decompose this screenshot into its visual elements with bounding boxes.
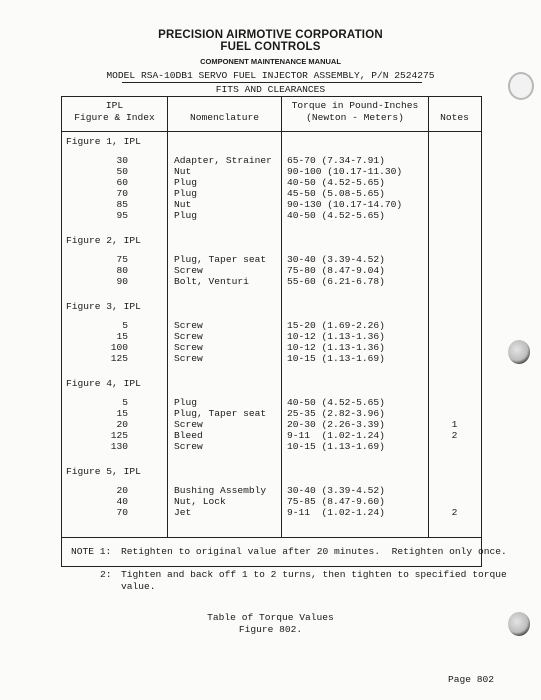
- figure-group-title: Figure 2, IPL: [66, 235, 141, 246]
- ipl-index-cell: 5: [122, 397, 128, 408]
- torque-cell: 10-15 (1.13-1.69): [287, 353, 385, 364]
- column-divider-1: [167, 96, 168, 537]
- nomenclature-cell: Plug: [174, 188, 198, 199]
- nomenclature-cell: Plug: [174, 177, 198, 188]
- nomenclature-cell: Screw: [174, 342, 203, 353]
- nomenclature-cell: Plug, Taper seat: [174, 408, 267, 419]
- col-torque-line1: Torque in Pound-Inches: [291, 100, 419, 111]
- col-ipl-line1: IPL: [105, 100, 124, 111]
- nomenclature-cell: Jet: [174, 507, 192, 518]
- notes-cell: 1: [451, 419, 458, 430]
- ipl-index-cell: 70: [116, 507, 128, 518]
- torque-cell: 75-80 (8.47-9.04): [287, 265, 385, 276]
- figure-group-title: Figure 3, IPL: [66, 301, 141, 312]
- nomenclature-cell: Bolt, Venturi: [174, 276, 249, 287]
- torque-cell: 9-11 (1.02-1.24): [287, 507, 385, 518]
- nomenclature-cell: Plug: [174, 210, 198, 221]
- nomenclature-cell: Plug, Taper seat: [174, 254, 267, 265]
- company-name: PRECISION AIRMOTIVE CORPORATION: [158, 29, 383, 41]
- manual-title: COMPONENT MAINTENANCE MANUAL: [200, 57, 341, 66]
- nomenclature-cell: Nut: [174, 199, 192, 210]
- torque-cell: 65-70 (7.34-7.91): [287, 155, 385, 166]
- nomenclature-cell: Screw: [174, 419, 203, 430]
- ipl-index-cell: 100: [110, 342, 128, 353]
- figure-number: Figure 802.: [238, 624, 303, 635]
- ipl-index-cell: 20: [116, 485, 128, 496]
- note-2-text-cont: value.: [121, 581, 156, 592]
- ipl-index-cell: 60: [116, 177, 128, 188]
- punch-hole-bottom: [508, 612, 530, 636]
- note-2-label: 2:: [100, 569, 112, 580]
- figure-group-title: Figure 5, IPL: [66, 466, 141, 477]
- ipl-index-cell: 50: [116, 166, 128, 177]
- nomenclature-cell: Adapter, Strainer: [174, 155, 272, 166]
- punch-hole-middle: [508, 340, 530, 364]
- model-underline: [122, 82, 422, 83]
- torque-cell: 40-50 (4.52-5.65): [287, 210, 385, 221]
- nomenclature-cell: Bushing Assembly: [174, 485, 267, 496]
- nomenclature-cell: Screw: [174, 331, 203, 342]
- ipl-index-cell: 75: [116, 254, 128, 265]
- note-2-text: Tighten and back off 1 to 2 turns, then tighten to specified torque: [121, 569, 507, 580]
- nomenclature-cell: Screw: [174, 320, 203, 331]
- torque-cell: 75-85 (8.47-9.60): [287, 496, 385, 507]
- nomenclature-cell: Screw: [174, 441, 203, 452]
- col-ipl-line2: Figure & Index: [74, 112, 155, 123]
- page-number: Page 802: [448, 674, 495, 685]
- torque-cell: 40-50 (4.52-5.65): [287, 177, 385, 188]
- torque-cell: 10-12 (1.13-1.36): [287, 342, 385, 353]
- nomenclature-cell: Plug: [174, 397, 198, 408]
- torque-cell: 55-60 (6.21-6.78): [287, 276, 385, 287]
- col-nomenclature: Nomenclature: [189, 112, 260, 123]
- ipl-index-cell: 40: [116, 496, 128, 507]
- division-name: FUEL CONTROLS: [220, 41, 321, 53]
- figure-group-title: Figure 1, IPL: [66, 136, 141, 147]
- ipl-index-cell: 125: [110, 353, 128, 364]
- ipl-index-cell: 15: [116, 331, 128, 342]
- ipl-index-cell: 15: [116, 408, 128, 419]
- torque-cell: 20-30 (2.26-3.39): [287, 419, 385, 430]
- ipl-index-cell: 130: [110, 441, 128, 452]
- ipl-index-cell: 80: [116, 265, 128, 276]
- figure-group-title: Figure 4, IPL: [66, 378, 141, 389]
- header-divider: [61, 131, 481, 132]
- section-title: FITS AND CLEARANCES: [215, 84, 326, 95]
- torque-cell: 30-40 (3.39-4.52): [287, 485, 385, 496]
- ipl-index-cell: 30: [116, 155, 128, 166]
- note-1-text: Retighten to original value after 20 minutes. Retighten only once.: [121, 546, 507, 557]
- nomenclature-cell: Nut, Lock: [174, 496, 226, 507]
- nomenclature-cell: Bleed: [174, 430, 203, 441]
- torque-cell: 90-130 (10.17-14.70): [287, 199, 403, 210]
- notes-cell: 2: [451, 507, 458, 518]
- nomenclature-cell: Nut: [174, 166, 192, 177]
- torque-cell: 15-20 (1.69-2.26): [287, 320, 385, 331]
- notes-cell: 2: [451, 430, 458, 441]
- torque-cell: 10-15 (1.13-1.69): [287, 441, 385, 452]
- ipl-index-cell: 90: [116, 276, 128, 287]
- ipl-index-cell: 5: [122, 320, 128, 331]
- model-line: MODEL RSA-10DB1 SERVO FUEL INJECTOR ASSEMBLY, P/N 2524275: [106, 70, 435, 81]
- torque-cell: 45-50 (5.08-5.65): [287, 188, 385, 199]
- col-notes: Notes: [440, 112, 469, 123]
- torque-cell: 9-11 (1.02-1.24): [287, 430, 385, 441]
- torque-cell: 90-100 (10.17-11.30): [287, 166, 403, 177]
- nomenclature-cell: Screw: [174, 265, 203, 276]
- note-1-label: NOTE 1:: [71, 546, 112, 557]
- ipl-index-cell: 95: [116, 210, 128, 221]
- ipl-index-cell: 20: [116, 419, 128, 430]
- col-torque-line2: (Newton - Meters): [306, 112, 404, 123]
- torque-cell: 40-50 (4.52-5.65): [287, 397, 385, 408]
- table-caption: Table of Torque Values: [207, 612, 334, 623]
- ipl-index-cell: 85: [116, 199, 128, 210]
- nomenclature-cell: Screw: [174, 353, 203, 364]
- punch-hole-top: [508, 72, 534, 100]
- torque-cell: 10-12 (1.13-1.36): [287, 331, 385, 342]
- ipl-index-cell: 125: [110, 430, 128, 441]
- notes-divider: [61, 537, 481, 538]
- torque-cell: 30-40 (3.39-4.52): [287, 254, 385, 265]
- torque-cell: 25-35 (2.82-3.96): [287, 408, 385, 419]
- column-divider-3: [428, 96, 429, 537]
- ipl-index-cell: 70: [116, 188, 128, 199]
- column-divider-2: [281, 96, 282, 537]
